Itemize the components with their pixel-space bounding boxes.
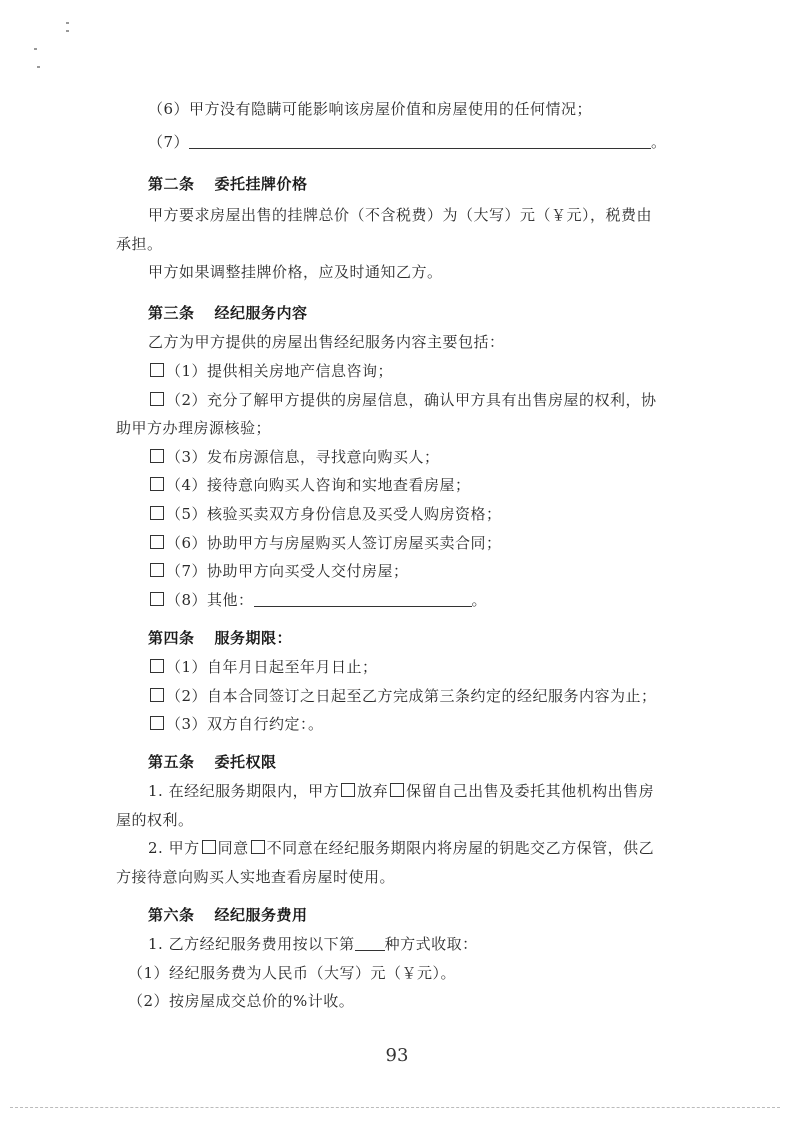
article-3-title: 经纪服务内容 xyxy=(214,304,308,322)
service-item-2-label: （2）充分了解甲方提供的房屋信息，确认甲方具有出售房屋的权利，协 xyxy=(166,391,657,409)
article-3-intro: 乙方为甲方提供的房屋出售经纪服务内容主要包括： xyxy=(148,333,505,351)
service-item-8 xyxy=(148,590,487,610)
clause-7-blank[interactable] xyxy=(189,134,651,149)
service-item-3-checkbox[interactable] xyxy=(150,449,164,463)
authority-para-2 xyxy=(148,838,654,858)
authority-para-2-cont: 方接待意向购买人实地查看房屋时使用。 xyxy=(116,868,396,886)
authority-para-1 xyxy=(148,781,654,801)
service-item-8-label: （8）其他： xyxy=(166,591,254,609)
term-option-1 xyxy=(148,657,378,677)
fee-para-1-end: 种方式收取： xyxy=(384,935,478,953)
service-item-8-end: 。 xyxy=(471,591,488,609)
service-item-5 xyxy=(148,504,502,524)
bottom-rule xyxy=(10,1107,780,1108)
service-item-3-label: （3）发布房源信息，寻找意向购买人； xyxy=(166,448,440,466)
service-item-4-checkbox[interactable] xyxy=(150,477,164,491)
service-item-7 xyxy=(148,561,409,581)
disagree-checkbox[interactable] xyxy=(251,840,265,854)
term-option-2-checkbox[interactable] xyxy=(150,688,164,702)
service-item-5-checkbox[interactable] xyxy=(150,506,164,520)
service-item-6-checkbox[interactable] xyxy=(150,535,164,549)
term-option-1-label: （1）自年月日起至年月日止； xyxy=(166,658,378,676)
term-option-2 xyxy=(148,686,657,706)
article-5-number: 第五条 xyxy=(148,753,195,771)
service-item-5-label: （5）核验买卖双方身份信息及买受人购房资格； xyxy=(166,505,502,523)
article-5-heading xyxy=(148,752,277,772)
agree-checkbox[interactable] xyxy=(202,840,216,854)
article-2-number: 第二条 xyxy=(148,175,195,193)
term-option-3 xyxy=(148,714,324,734)
agree-label: 同意 xyxy=(217,839,249,857)
article-2-para-2: 甲方如果调整挂牌价格，应及时通知乙方。 xyxy=(148,263,443,281)
scan-speck xyxy=(66,22,69,24)
service-item-4 xyxy=(148,475,471,495)
service-item-3 xyxy=(148,447,440,467)
term-option-1-checkbox[interactable] xyxy=(150,659,164,673)
article-3-heading xyxy=(148,303,308,323)
article-6-heading xyxy=(148,905,308,925)
article-5-title: 委托权限 xyxy=(214,753,277,771)
clause-7-end: 。 xyxy=(651,133,667,151)
authority-para-1-text: 1. 在经纪服务期限内，甲方 xyxy=(148,782,340,800)
fee-method-blank[interactable] xyxy=(355,936,385,951)
scan-speck xyxy=(34,48,37,50)
retain-label: 保留自己出售及委托其他机构出售房 xyxy=(406,782,655,800)
service-item-4-label: （4）接待意向购买人咨询和实地查看房屋； xyxy=(166,476,471,494)
article-2-heading xyxy=(148,174,308,194)
disagree-label: 不同意在经纪服务期限内将房屋的钥匙交乙方保管，供乙 xyxy=(266,839,655,857)
article-3-number: 第三条 xyxy=(148,304,195,322)
term-option-2-label: （2）自本合同签订之日起至乙方完成第三条约定的经纪服务内容为止； xyxy=(166,687,657,705)
service-item-2-cont: 助甲方办理房源核验； xyxy=(116,419,272,437)
clause-7-label: （7） xyxy=(148,133,190,151)
article-6-title: 经纪服务费用 xyxy=(214,906,308,924)
article-2-para-1: 甲方要求房屋出售的挂牌总价（不含税费）为（大写）元（￥元），税费由 xyxy=(148,206,653,224)
service-item-2-checkbox[interactable] xyxy=(150,392,164,406)
fee-para-1 xyxy=(148,934,478,954)
service-item-7-label: （7）协助甲方向买受人交付房屋； xyxy=(166,562,409,580)
scan-speck xyxy=(37,66,40,68)
waive-label: 放弃 xyxy=(357,782,389,800)
service-item-6 xyxy=(148,533,502,553)
waive-checkbox[interactable] xyxy=(341,783,355,797)
clause-6: （6）甲方没有隐瞒可能影响该房屋价值和房屋使用的任何情况； xyxy=(148,100,593,118)
article-6-number: 第六条 xyxy=(148,906,195,924)
article-4-number: 第四条 xyxy=(148,629,195,647)
scan-speck xyxy=(66,30,69,32)
article-2-title: 委托挂牌价格 xyxy=(214,175,308,193)
article-4-title: 服务期限： xyxy=(214,629,293,647)
service-item-1 xyxy=(148,361,393,381)
retain-checkbox[interactable] xyxy=(390,783,404,797)
article-2-para-1-cont: 承担。 xyxy=(116,235,163,253)
service-item-8-blank[interactable] xyxy=(254,592,472,607)
term-option-3-label: （3）双方自行约定：。 xyxy=(166,715,324,733)
fee-para-1-text: 1. 乙方经纪服务费用按以下第 xyxy=(148,935,355,953)
fee-option-2: （2）按房屋成交总价的%计收。 xyxy=(128,992,355,1010)
service-item-1-checkbox[interactable] xyxy=(150,363,164,377)
fee-option-1: （1）经纪服务费为人民币（大写）元（￥元）。 xyxy=(128,964,457,982)
authority-para-1-cont: 屋的权利。 xyxy=(116,811,194,829)
article-4-heading xyxy=(148,628,292,648)
page-number: 93 xyxy=(385,1045,409,1066)
service-item-6-label: （6）协助甲方与房屋购买人签订房屋买卖合同； xyxy=(166,534,502,552)
authority-para-2-text: 2. 甲方 xyxy=(148,839,200,857)
service-item-7-checkbox[interactable] xyxy=(150,563,164,577)
service-item-8-checkbox[interactable] xyxy=(150,592,164,606)
service-item-1-label: （1）提供相关房地产信息咨询； xyxy=(166,362,394,380)
term-option-3-checkbox[interactable] xyxy=(150,716,164,730)
service-item-2 xyxy=(148,390,657,410)
clause-7 xyxy=(148,132,667,152)
